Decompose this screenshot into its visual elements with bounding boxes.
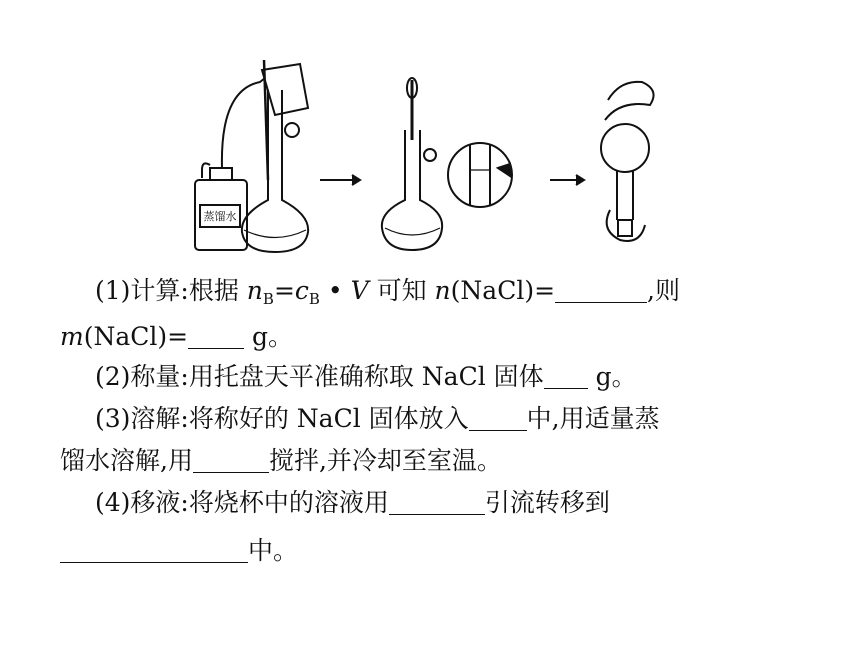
answer-blank[interactable] [555,278,647,303]
answer-blank[interactable] [469,406,527,431]
text: (NaCl)= [450,276,556,305]
subscript: B [262,290,274,308]
experiment-figure [180,60,680,260]
text: 中,用适量蒸 [526,404,660,433]
text: (2)称量:用托盘天平准确称取 NaCl 固体 [95,362,544,391]
step-2 [95,362,637,392]
text: = [273,276,295,305]
text: g。 [587,362,637,391]
arrow-1 [320,175,360,185]
step-4-line-2 [60,536,298,566]
step-4-line-1 [95,488,610,518]
answer-blank[interactable] [193,448,269,473]
text: 引流转移到 [484,488,610,517]
answer-blank[interactable] [60,538,248,563]
step-3-line-1 [95,404,660,434]
var-n: n [246,276,263,305]
text: (NaCl)= [83,322,189,351]
step-3-line-2 [60,446,502,476]
subscript: B [308,290,320,308]
text: (4)移液:将烧杯中的溶液用 [95,488,389,517]
bottle-label: 蒸馏水 [203,210,237,223]
inverted-flask [601,82,654,241]
text: 中。 [248,536,299,565]
text: (1)计算:根据 [95,276,247,305]
step-1-line-2 [60,322,293,352]
answer-blank[interactable] [188,324,244,349]
var-n: n [434,276,451,305]
answer-blank[interactable] [389,490,485,515]
volumetric-flask-2 [382,78,442,250]
arrow-2 [550,175,584,185]
text: g。 [244,322,294,351]
text: • [319,276,351,305]
text: ,则 [647,276,680,305]
text: 馏水溶解,用 [60,446,193,475]
magnified-view [448,143,512,207]
step-1-line-1 [95,276,680,314]
text: 搅拌,并冷却至室温。 [268,446,502,475]
text: (3)溶解:将称好的 NaCl 固体放入 [95,404,469,433]
text: 可知 [368,276,435,305]
var-v: V [350,276,369,305]
var-m: m [60,322,84,351]
wash-bottle [195,78,265,250]
var-c: c [294,276,309,305]
answer-blank[interactable] [544,364,588,389]
